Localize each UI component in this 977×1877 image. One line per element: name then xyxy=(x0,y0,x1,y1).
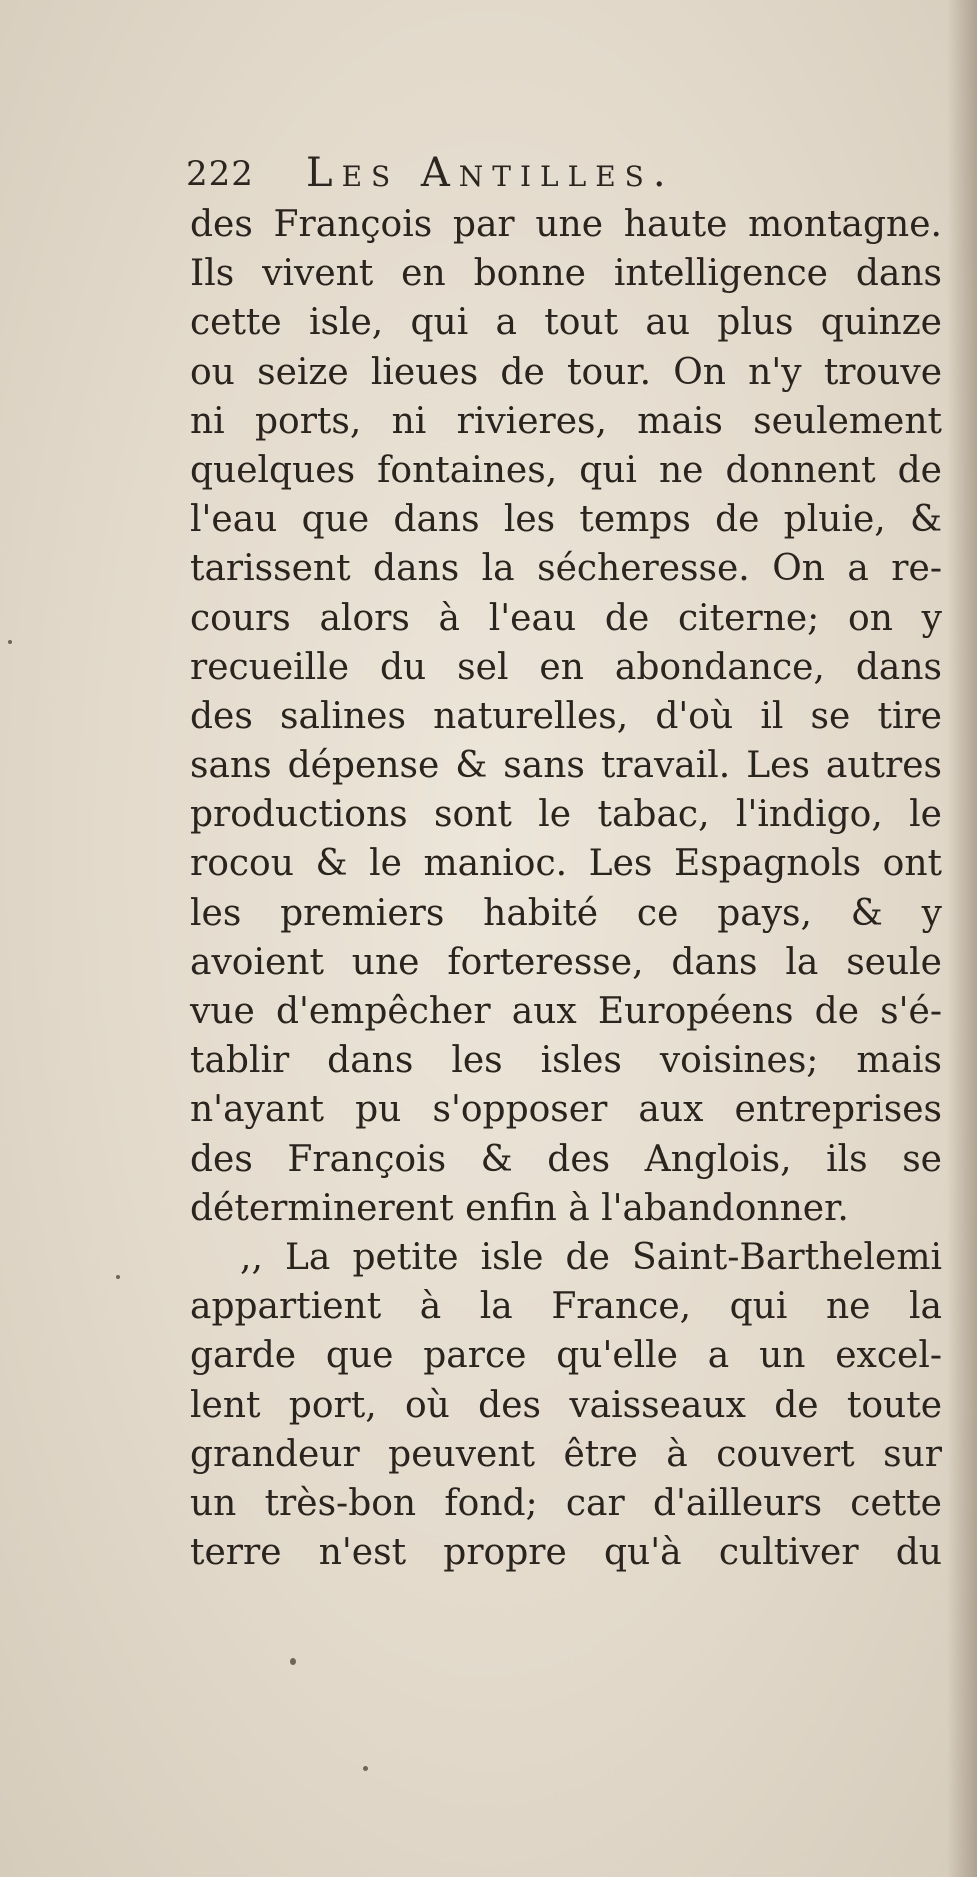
page-header xyxy=(186,150,796,200)
text-line: terre n'est propre qu'à cultiver du xyxy=(190,1532,942,1574)
text-line: lent port, où des vaisseaux de toute xyxy=(190,1384,942,1426)
text-line: recueille du sel en abondance, dans xyxy=(190,646,942,688)
text-line: cours alors à l'eau de citerne; on y xyxy=(190,597,942,639)
text-line: avoient une forteresse, dans la seule xyxy=(190,941,942,983)
text-line: ou seize lieues de tour. On n'y trouve xyxy=(190,351,942,393)
text-line: grandeur peuvent être à couvert sur xyxy=(190,1433,942,1475)
text-line: quelques fontaines, qui ne donnent de xyxy=(190,449,942,491)
text-line: l'eau que dans les temps de pluie, & xyxy=(190,499,942,541)
text-line: Ils vivent en bonne intelligence dans xyxy=(190,253,942,295)
paragraph-start-line: ,, La petite isle de Saint-Barthelemi xyxy=(240,1236,942,1278)
paper-speck xyxy=(8,640,12,644)
paragraph-end-line: déterminerent enfin à l'abandonner. xyxy=(190,1187,849,1229)
text-line: vue d'empêcher aux Européens de s'é- xyxy=(190,991,942,1032)
paper-speck xyxy=(116,1275,120,1279)
text-line: rocou & le manioc. Les Espagnols ont xyxy=(190,843,942,885)
body-text xyxy=(190,200,942,1577)
text-line: ni ports, ni rivieres, mais seulement xyxy=(190,400,942,442)
running-title: Les Antilles. xyxy=(306,150,675,196)
text-line: garde que parce qu'elle a un excel- xyxy=(190,1335,942,1377)
text-line: un très-bon fond; car d'ailleurs cette xyxy=(190,1482,942,1524)
paper-speck xyxy=(290,1658,296,1665)
text-line: tarissent dans la sécheresse. On a re- xyxy=(190,548,942,590)
text-line: des salines naturelles, d'où il se tire xyxy=(190,695,942,737)
text-line: n'ayant pu s'opposer aux entreprises xyxy=(190,1089,942,1131)
text-line: tablir dans les isles voisines; mais xyxy=(190,1040,942,1082)
text-line: productions sont le tabac, l'indigo, le xyxy=(190,794,942,836)
paper-speck xyxy=(363,1766,368,1771)
text-line: des François par une haute montagne. xyxy=(190,204,942,245)
page-number: 222 xyxy=(186,154,254,194)
text-line: cette isle, qui a tout au plus quinze xyxy=(190,302,942,344)
text-line: des François & des Anglois, ils se xyxy=(190,1138,942,1180)
text-line: sans dépense & sans travail. Les autres xyxy=(190,745,942,787)
text-line: appartient à la France, qui ne la xyxy=(190,1286,942,1328)
text-line: les premiers habité ce pays, & y xyxy=(190,892,942,934)
